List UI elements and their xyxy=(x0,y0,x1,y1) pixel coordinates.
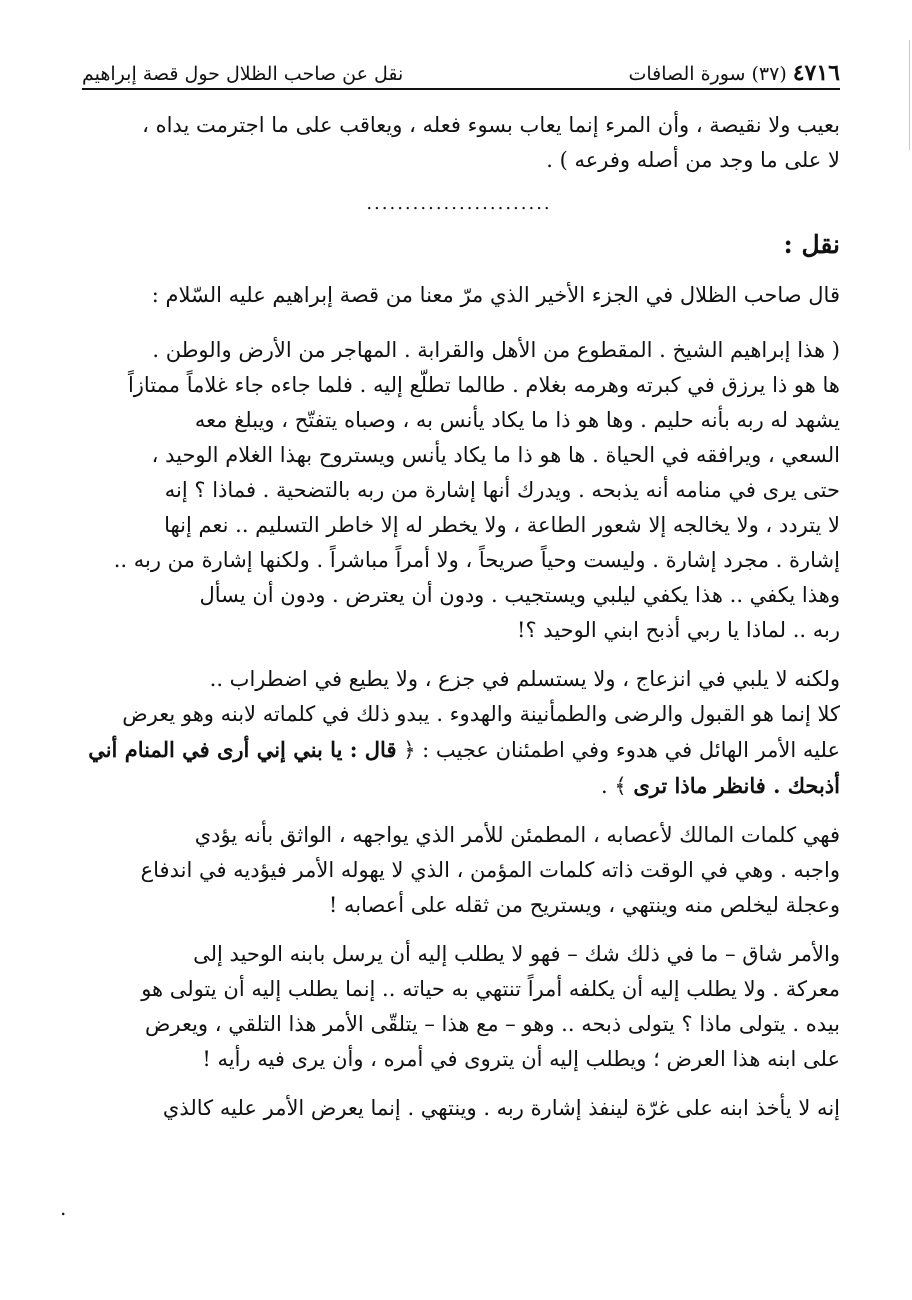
text-line: والأمر شاق – ما في ذلك شك – فهو لا يطلب إليه أن يرسل بابنه الوحيد إلى xyxy=(193,942,840,966)
paragraph-five xyxy=(78,1091,840,1126)
text-line: إنه لا يأخذ ابنه على غرّة لينفذ إشارة ربه . وينتهي . إنما يعرض الأمر عليه كالذي xyxy=(162,1096,840,1120)
paragraph-four xyxy=(78,937,840,1077)
header-page-info xyxy=(628,61,840,86)
text-line: ولكنه لا يلبي في انزعاج ، ولا يستسلم في جزع ، ولا يطيع في اضطراب .. xyxy=(209,667,840,691)
margin-mark: . xyxy=(60,1196,67,1220)
page-edge-mark xyxy=(906,40,910,150)
text-line: لا يتردد ، ولا يخالجه إلا شعور الطاعة ، ولا يخطر له إلا خاطر التسليم .. نعم إنها xyxy=(164,513,840,537)
text-line xyxy=(78,768,840,804)
text-line: بيده . يتولى ماذا ؟ يتولى ذبحه .. وهو – مع هذا – يتلقّى الأمر هذا التلقي ، ويعرض xyxy=(144,1012,840,1036)
lead-sentence: قال صاحب الظلال في الجزء الأخير الذي مرّ معنا من قصة إبراهيم عليه السّلام : xyxy=(151,283,840,307)
text-line: يشهد له ربه بأنه حليم . وها هو ذا ما يكاد يأنس به ، وصباه يتفتّح ، ويبلغ معه xyxy=(194,408,840,432)
quran-verse-part-one: قال : يا بني إني أرى في المنام أني xyxy=(88,737,397,762)
text-line: بعيب ولا نقيصة ، وأن المرء إنما يعاب بسوء فعله ، ويعاقب على ما اجترمت يداه ، xyxy=(142,113,840,137)
text-line: السعي ، ويرافقه في الحياة . ها هو ذا ما يكاد يأنس ويستروح بهذا الغلام الوحيد ، xyxy=(151,443,840,467)
text-line: كلا إنما هو القبول والرضى والطمأنينة والهدوء . يبدو ذلك في كلماته لابنه وهو يعرض xyxy=(122,702,840,726)
text-line: حتى يرى في منامه أنه يذبحه . ويدرك أنها إشارة من ربه بالتضحية . فماذا ؟ إنه xyxy=(164,478,840,502)
text-line: ها هو ذا يرزق في كبرته وهرمه بغلام . طالما تطلّع إليه . فلما جاءه جاء غلاماً ممتازاً xyxy=(127,373,840,397)
running-title: نقل عن صاحب الظلال حول قصة إبراهيم xyxy=(82,63,404,85)
section-title: نقل : xyxy=(783,230,840,259)
text-line: على ابنه هذا العرض ؛ ويطلب إليه أن يتروى في أمره ، وأن يرى فيه رأيه ! xyxy=(202,1047,840,1071)
running-header xyxy=(82,52,840,86)
text-line: إشارة . مجرد إشارة . وليست وحياً صريحاً ، ولا أمراً مباشراً . ولكنها إشارة من ربه .. xyxy=(113,548,840,572)
paragraph-three xyxy=(78,818,840,923)
text-line: معركة . ولا يطلب إليه أن يكلفه أمراً تنتهي به حياته .. إنما يطلب إليه أن يتولى هو xyxy=(141,977,840,1001)
text-line: واجبه . وهي في الوقت ذاته كلمات المؤمن ، الذي لا يهوله الأمر فيؤديه في اندفاع xyxy=(140,858,840,882)
dotted-separator: ........................ xyxy=(366,193,552,214)
text-line xyxy=(78,732,840,768)
page-number: ٤٧١٦ xyxy=(792,60,840,86)
text-line: فهي كلمات المالك لأعصابه ، المطمئن للأمر الذي يواجهه ، الواثق بأنه يؤدي xyxy=(194,823,840,847)
text-line: وهذا يكفي .. هذا يكفي ليلبي ويستجيب . ودون أن يعترض . ودون أن يسأل xyxy=(199,583,840,607)
page-body xyxy=(78,108,840,1126)
verse-close: ﴾ . xyxy=(601,774,627,798)
verse-intro: عليه الأمر الهائل في هدوء وفي اطمئنان عجيب : ﴿ xyxy=(403,738,840,762)
quran-verse-part-two: أذبحك . فانظر ماذا ترى xyxy=(633,773,840,798)
paragraph-two xyxy=(78,662,840,804)
surah-reference: (٣٧) سورة الصافات xyxy=(628,63,787,85)
text-line: ( هذا إبراهيم الشيخ . المقطوع من الأهل والقرابة . المهاجر من الأرض والوطن . xyxy=(152,338,840,362)
text-line: لا على ما وجد من أصله وفرعه ) . xyxy=(546,148,840,172)
text-line: ربه .. لماذا يا ربي أذبح ابني الوحيد ؟! xyxy=(517,618,840,642)
intro-paragraph xyxy=(78,108,840,178)
quote-paragraph xyxy=(78,333,840,648)
text-line: وعجلة ليخلص منه وينتهي ، ويستريح من ثقله على أعصابه ! xyxy=(328,893,840,917)
header-divider xyxy=(82,88,840,90)
